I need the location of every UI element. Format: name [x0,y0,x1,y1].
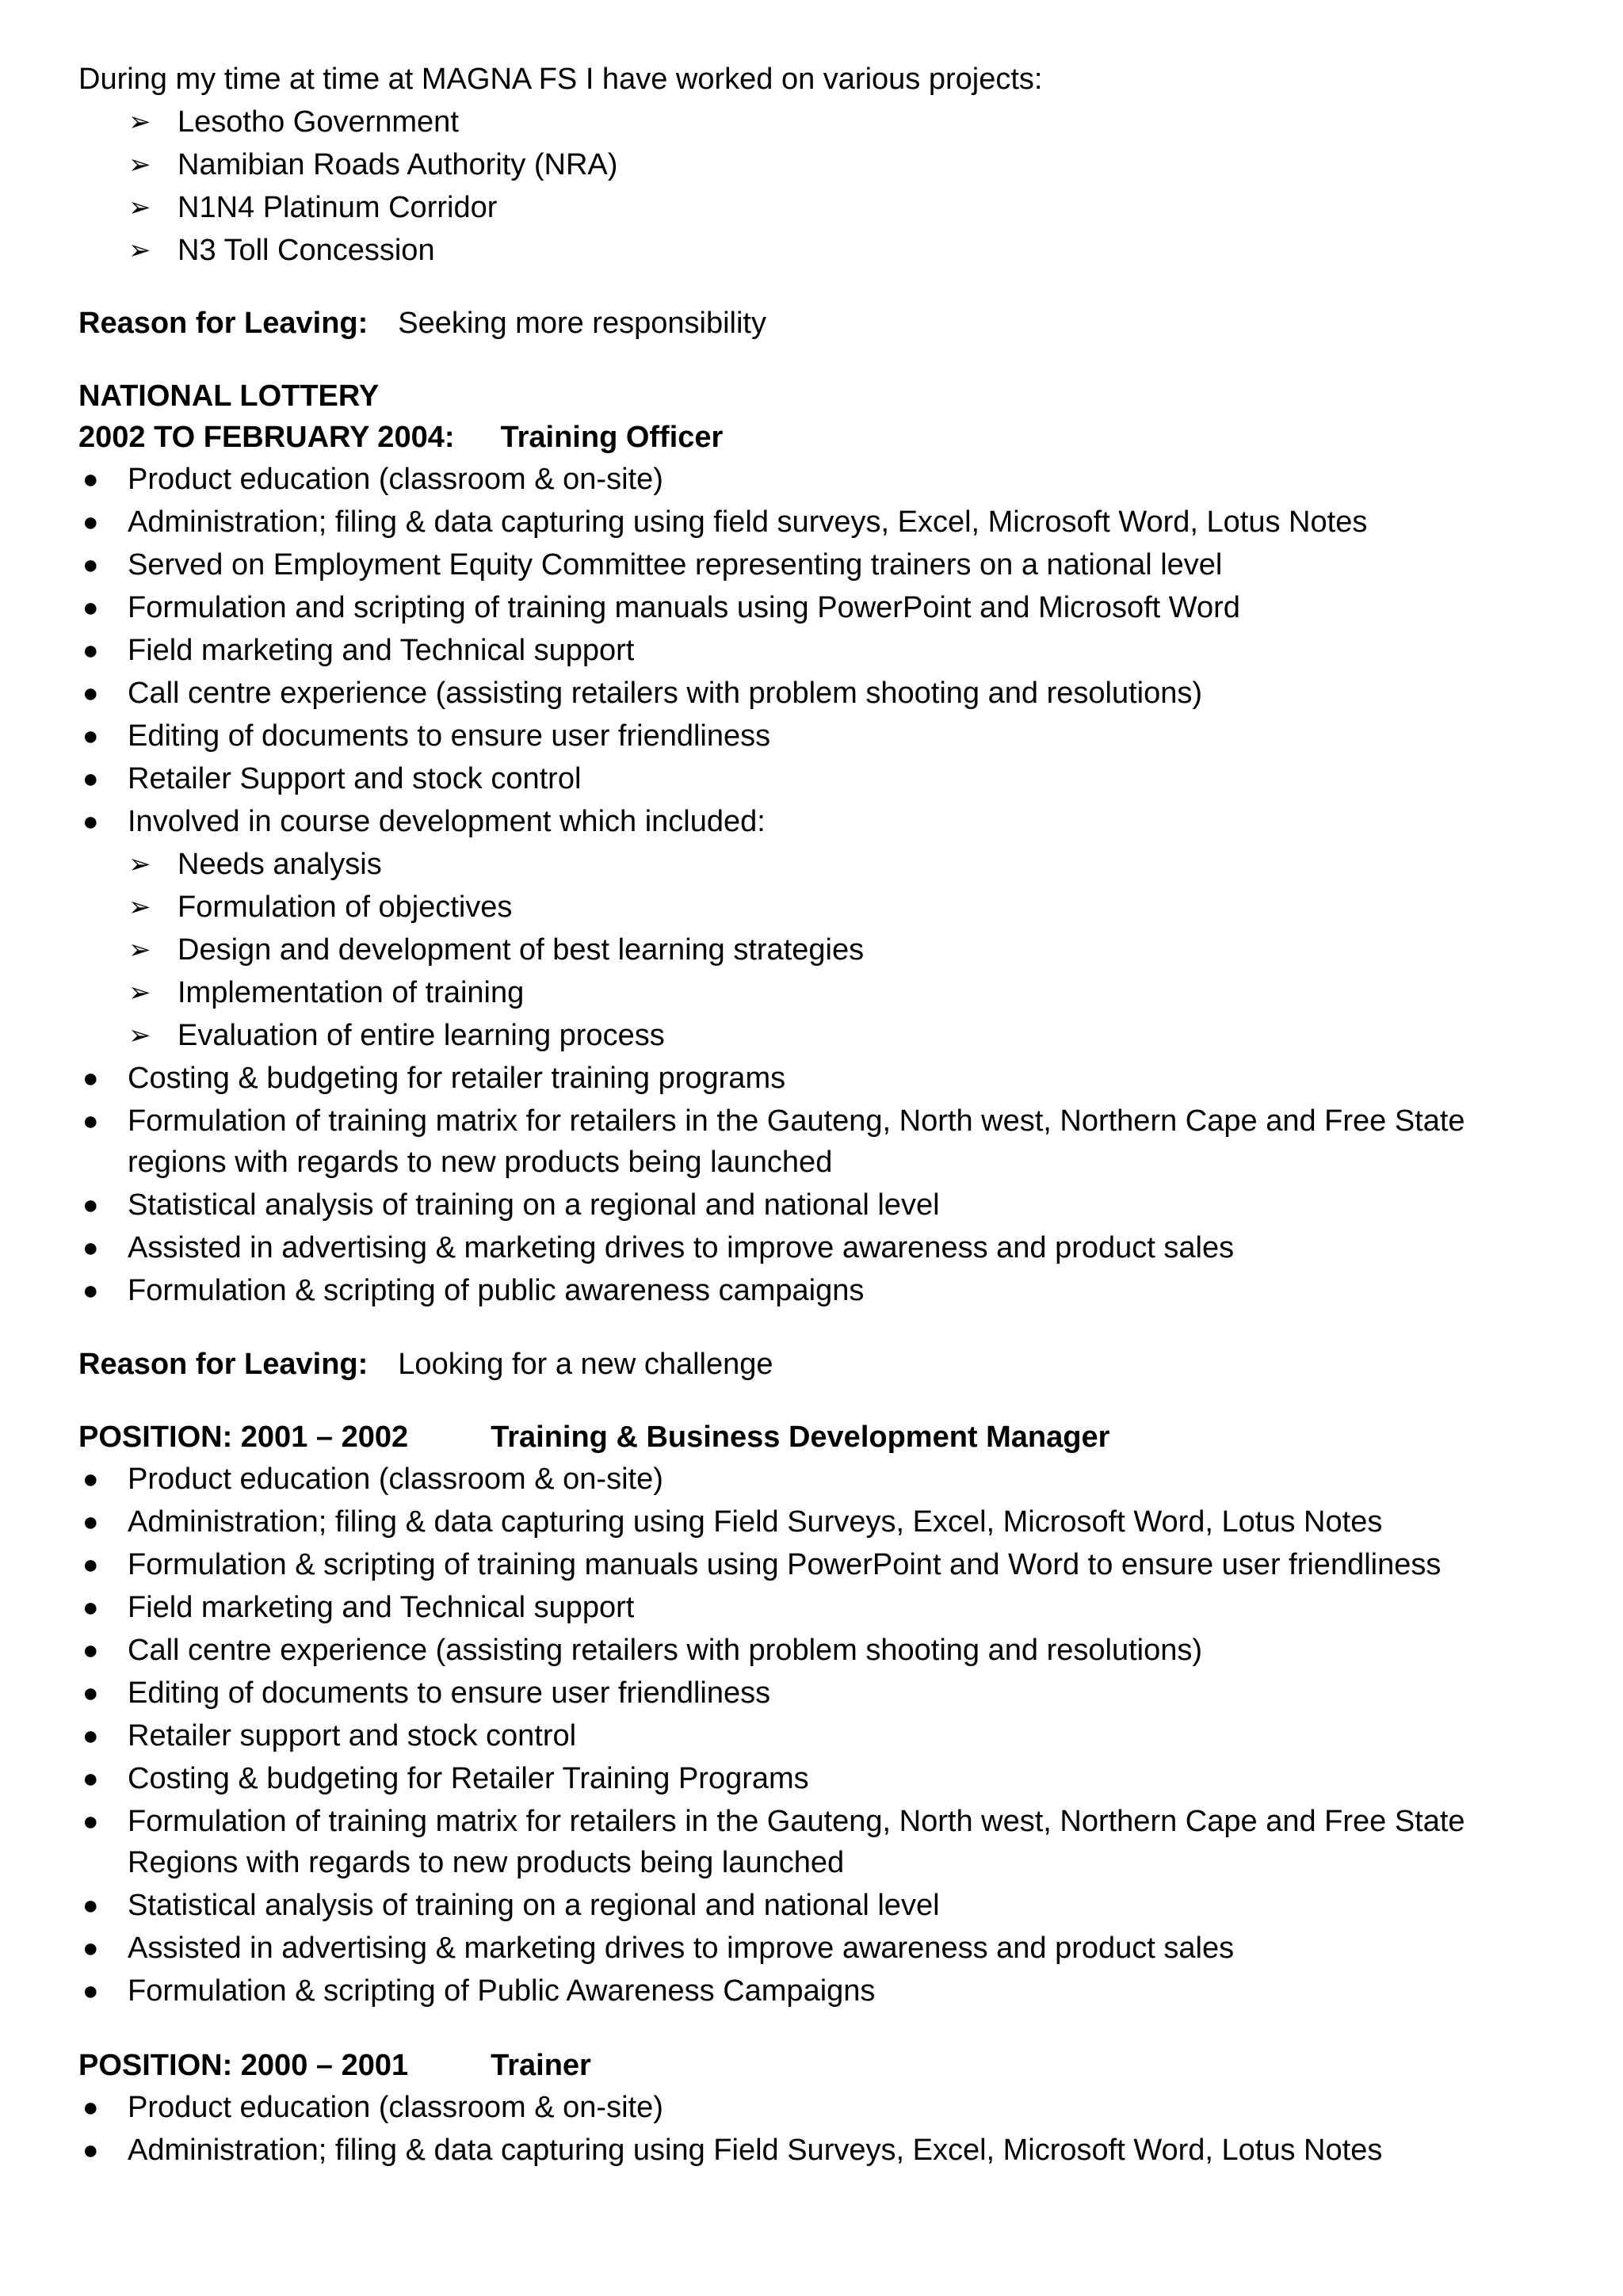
bullet-icon: ● [82,1106,99,1136]
list-item: Field marketing and Technical support [128,634,635,667]
bullet-icon: ● [82,721,99,751]
list-item: Administration; filing & data capturing using Field Surveys, Excel, Microsoft Word, Lotus Notes [128,1505,1383,1539]
list-item: Assisted in advertising & marketing drives to improve awareness and product sales [128,1231,1235,1264]
arrow-bullet-icon: ➢ [128,107,151,137]
project-item: N1N4 Platinum Corridor [178,191,498,224]
bullet-icon: ● [82,1678,99,1708]
bullet-icon: ● [82,1976,99,2006]
project-item: N3 Toll Concession [178,234,435,267]
course-step-item: Formulation of objectives [178,891,513,924]
list-item: Field marketing and Technical support [128,1591,635,1624]
list-item: Editing of documents to ensure user friendliness [128,1676,771,1710]
course-step-item: Evaluation of entire learning process [178,1019,665,1052]
arrow-bullet-icon: ➢ [128,892,151,922]
bullet-icon: ● [82,550,99,580]
job-heading [78,416,723,459]
list-item: Statistical analysis of training on a regional and national level [128,1188,940,1222]
list-item: Administration; filing & data capturing using Field Surveys, Excel, Microsoft Word, Lotus Notes [128,2134,1383,2167]
list-item: Call centre experience (assisting retailers with problem shooting and resolutions) [128,677,1202,710]
list-item: Formulation and scripting of training manuals using PowerPoint and Microsoft Word [128,591,1240,624]
bullet-icon: ● [82,593,99,623]
course-step-item: Needs analysis [178,848,382,881]
list-item: Call centre experience (assisting retailers with problem shooting and resolutions) [128,1634,1202,1667]
project-item: Namibian Roads Authority (NRA) [178,148,618,181]
job-period: 2002 TO FEBRUARY 2004: [78,421,455,454]
list-item: Formulation & scripting of Public Awareness Campaigns [128,1974,876,2008]
arrow-bullet-icon: ➢ [128,235,151,265]
list-item: Retailer Support and stock control [128,762,582,795]
arrow-bullet-icon: ➢ [128,935,151,965]
bullet-icon: ● [82,1550,99,1580]
bullet-icon: ● [82,1464,99,1494]
list-item: Statistical analysis of training on a regional and national level [128,1889,940,1922]
arrow-bullet-icon: ➢ [128,193,151,223]
list-item: Served on Employment Equity Committee representing trainers on a national level [128,548,1223,582]
list-item: Assisted in advertising & marketing drives to improve awareness and product sales [128,1932,1235,1965]
list-item: Editing of documents to ensure user friendliness [128,719,771,753]
reason-value: Seeking more responsibility [398,307,766,340]
list-item: Product education (classroom & on-site) [128,1463,663,1496]
bullet-icon: ● [82,1721,99,1751]
list-item: Administration; filing & data capturing using field surveys, Excel, Microsoft Word, Lotus Notes [128,505,1368,539]
job-role: Training Officer [500,421,724,454]
list-item: Formulation & scripting of training manuals using PowerPoint and Word to ensure user friendliness [128,1548,1442,1581]
bullet-icon: ● [82,1890,99,1920]
job-role: Trainer [491,2049,591,2082]
course-step-item: Implementation of training [178,976,525,1009]
bullet-icon: ● [82,807,99,837]
bullet-icon: ● [82,464,99,494]
bullet-icon: ● [82,2135,99,2165]
bullet-icon: ● [82,678,99,708]
course-step-item: Design and development of best learning strategies [178,933,865,967]
bullet-icon: ● [82,1063,99,1093]
list-item-continuation: regions with regards to new products being launched [128,1146,833,1179]
bullet-icon: ● [82,635,99,666]
reason-label: Reason for Leaving: [78,307,369,340]
list-item: Formulation & scripting of public awareness campaigns [128,1274,865,1307]
reason-value: Looking for a new challenge [398,1348,773,1381]
list-item: Retailer support and stock control [128,1719,577,1753]
list-item: Formulation of training matrix for retailers in the Gauteng, North west, Northern Cape and Free State [128,1805,1465,1838]
bullet-icon: ● [82,764,99,794]
job-period: POSITION: 2000 – 2001 [78,2049,409,2082]
arrow-bullet-icon: ➢ [128,1020,151,1051]
reason-for-leaving-1 [78,302,766,345]
arrow-bullet-icon: ➢ [128,978,151,1008]
job-heading [78,1416,1109,1459]
bullet-icon: ● [82,1507,99,1537]
job-heading [78,2044,591,2087]
reason-for-leaving-2 [78,1343,773,1386]
bullet-icon: ● [82,1764,99,1794]
bullet-icon: ● [82,507,99,537]
list-item: Formulation of training matrix for retailers in the Gauteng, North west, Northern Cape and Free State [128,1104,1465,1138]
reason-label: Reason for Leaving: [78,1348,369,1381]
list-item: Product education (classroom & on-site) [128,2091,663,2124]
job-role: Training & Business Development Manager [491,1421,1110,1454]
list-item: Involved in course development which included: [128,805,766,838]
job-period: POSITION: 2001 – 2002 [78,1421,409,1454]
bullet-icon: ● [82,1276,99,1306]
bullet-icon: ● [82,1190,99,1220]
bullet-icon: ● [82,2092,99,2122]
project-item: Lesotho Government [178,105,459,139]
list-item: Costing & budgeting for Retailer Training Programs [128,1762,809,1795]
arrow-bullet-icon: ➢ [128,849,151,879]
bullet-icon: ● [82,1592,99,1623]
list-item-continuation: Regions with regards to new products being launched [128,1846,845,1879]
bullet-icon: ● [82,1233,99,1263]
list-item: Costing & budgeting for retailer training programs [128,1062,786,1095]
bullet-icon: ● [82,1806,99,1836]
intro-text: During my time at time at MAGNA FS I have worked on various projects: [78,63,1043,96]
bullet-icon: ● [82,1933,99,1963]
bullet-icon: ● [82,1635,99,1665]
arrow-bullet-icon: ➢ [128,150,151,180]
list-item: Product education (classroom & on-site) [128,463,663,496]
company-heading: NATIONAL LOTTERY [78,379,380,413]
